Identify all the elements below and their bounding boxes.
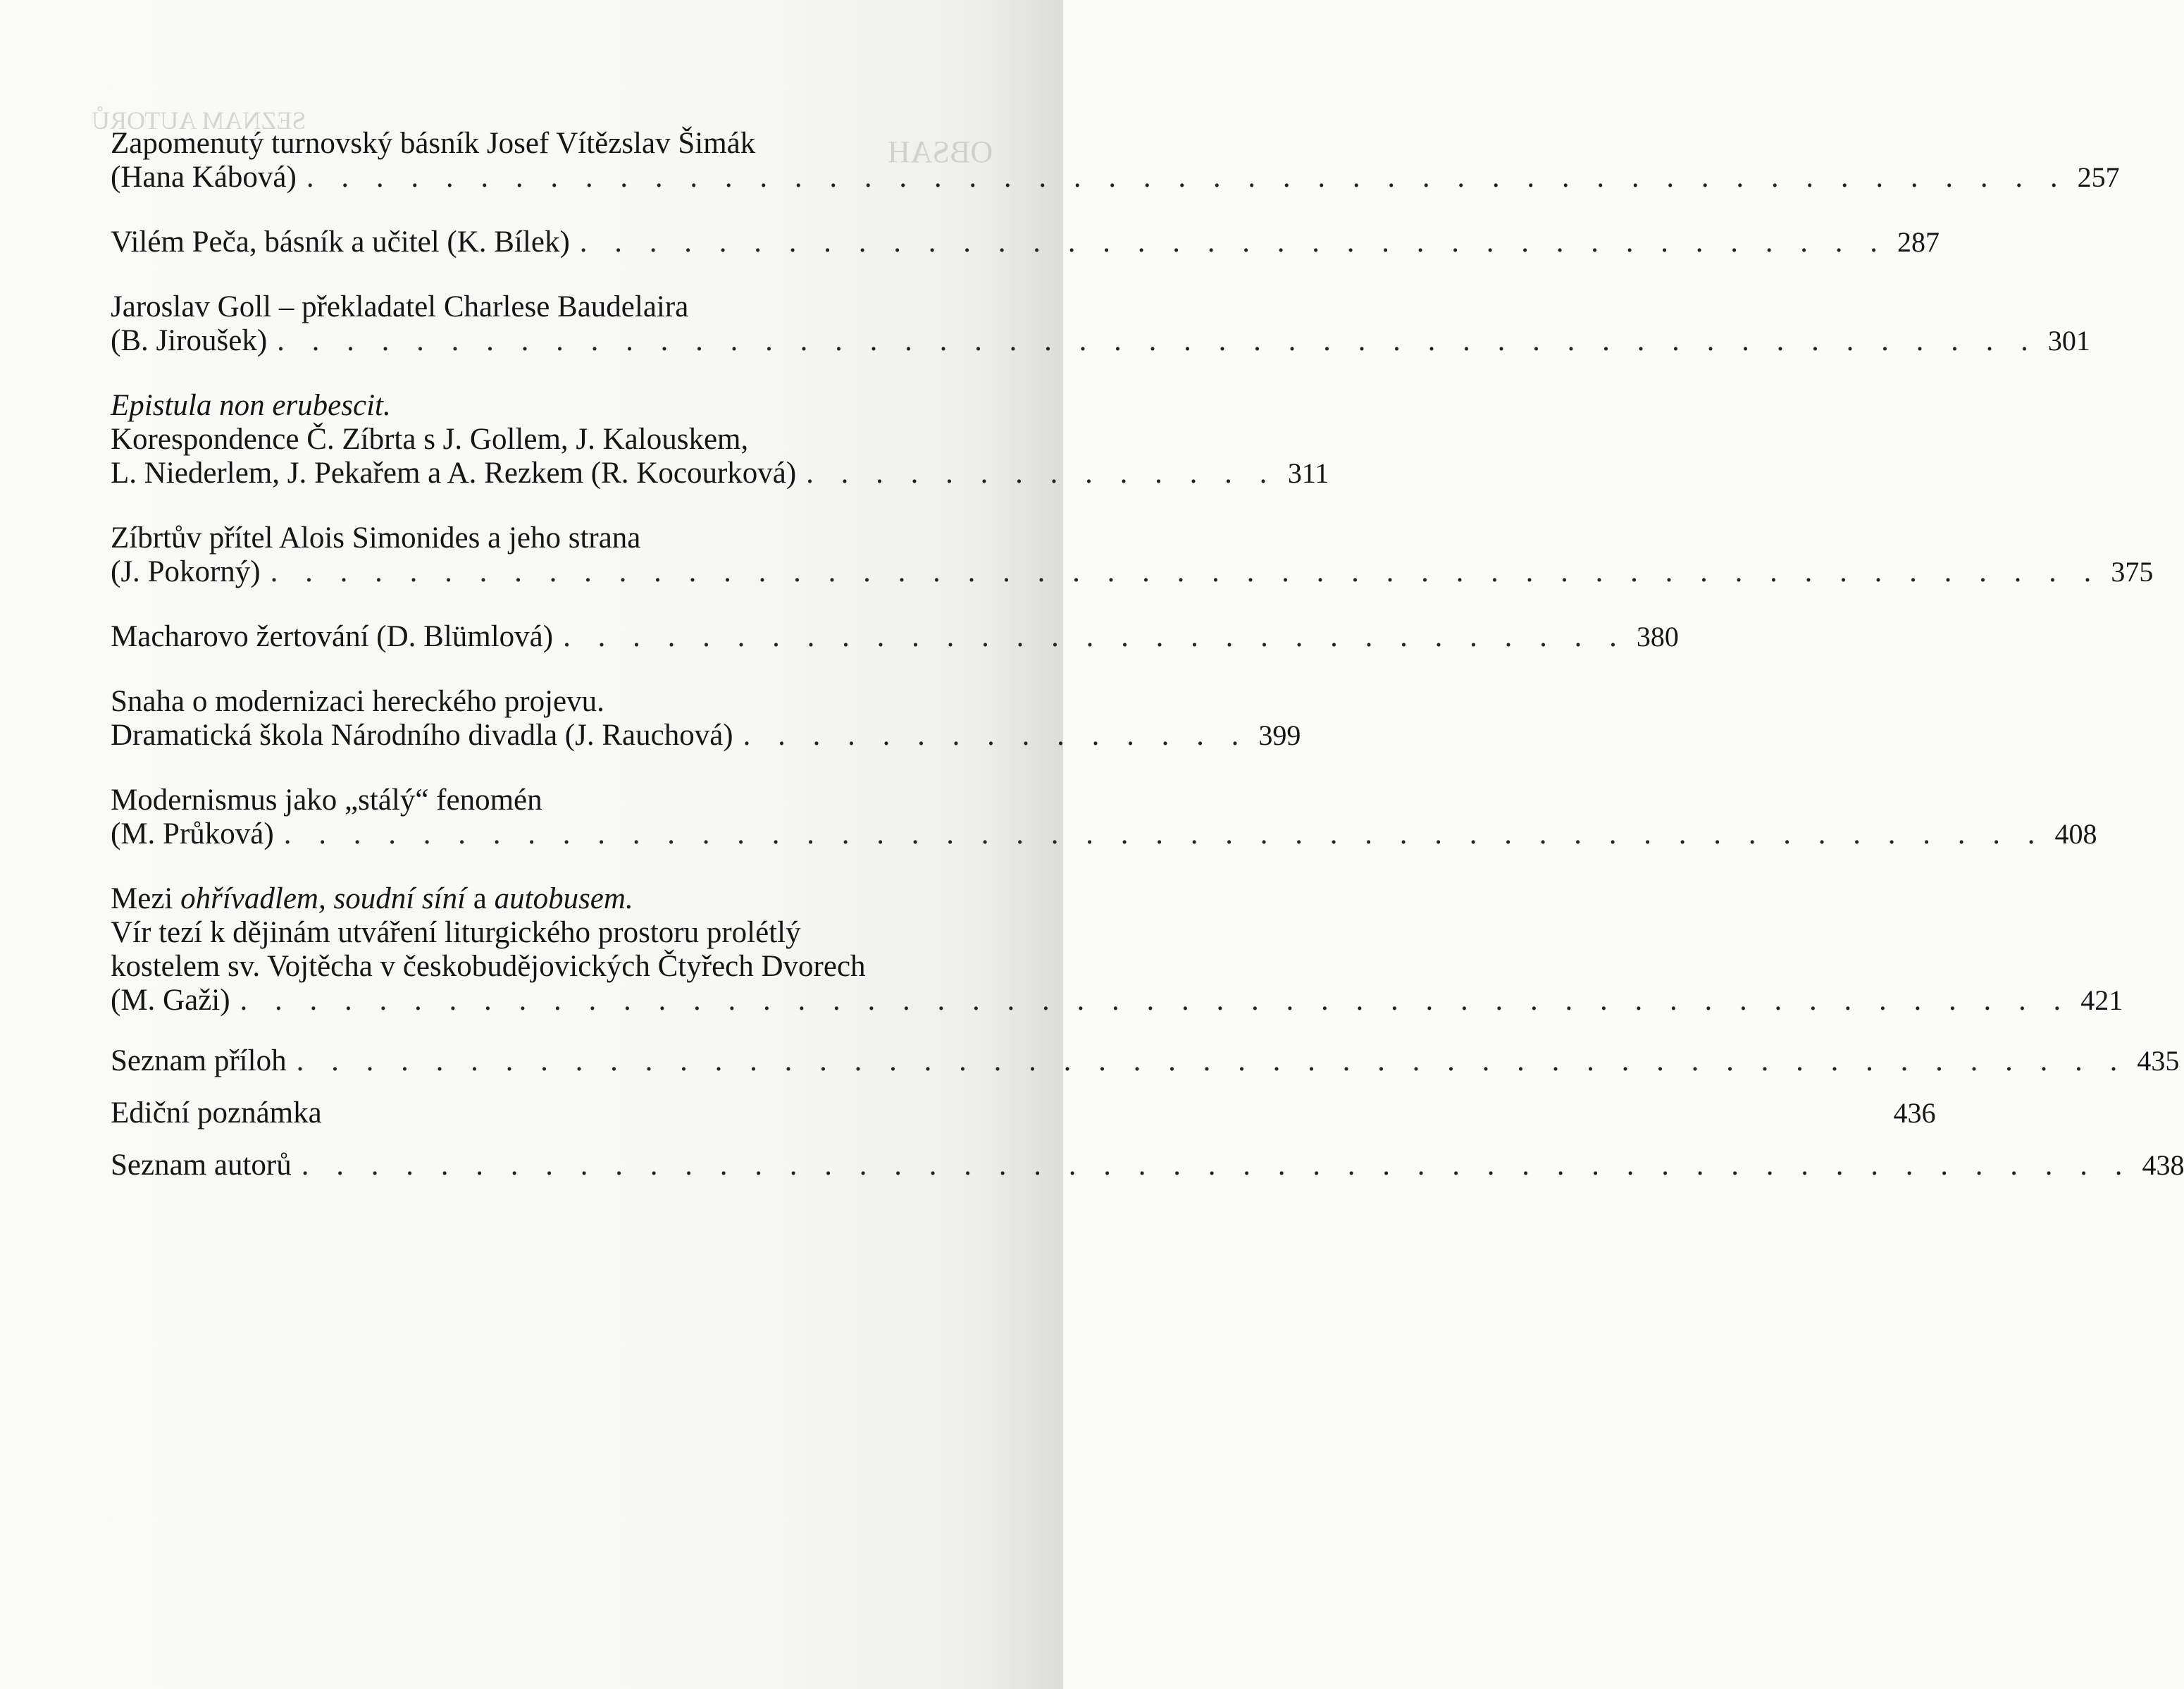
dot-leader: . . . . . . . . . . . . . . . . . . . . . . . . . . . . . . . . . . . . . . . . . . . . . . . . . . . . . <box>270 555 2102 588</box>
toc-page-number: 287 <box>1897 226 1940 258</box>
toc-page-number: 311 <box>1287 457 1329 489</box>
dot-leader: . . . . . . . . . . . . . . . . . . . . . . . . . . . . . . . . . . . . . . . . . . . . . . . . . . . <box>277 324 2038 357</box>
toc-page-number: 408 <box>2054 818 2097 850</box>
dot-leader: . . . . . . . . . . . . . . . . . . . . . . . . . . . . . . . . . . . . . . . . . . . . . . . . . . . . . <box>301 1149 2133 1182</box>
toc-title: Seznam příloh <box>111 1044 287 1077</box>
toc-page-number: 421 <box>2080 984 2123 1016</box>
dot-leader: . . . . . . . . . . . . . . . . . . . . . . . . . . . . . . . . . . . . . . . . . . . . . . . . . . . . . <box>240 984 2071 1017</box>
toc-title: Seznam autorů <box>111 1149 292 1182</box>
toc-title: (Hana Kábová) <box>111 161 297 194</box>
toc-line <box>111 882 1019 916</box>
toc-entry <box>111 1149 2184 1182</box>
toc-page-number: 375 <box>2111 556 2154 588</box>
toc-title: (B. Jiroušek) <box>111 324 268 357</box>
toc-line <box>111 984 2123 1017</box>
toc-line <box>111 719 1301 753</box>
toc-line <box>111 127 1019 161</box>
toc-entry <box>111 620 1679 654</box>
toc-title: L. Niederlem, J. Pekařem a A. Rezkem (R. Kocourková) <box>111 457 797 490</box>
toc-entry <box>111 389 1329 490</box>
toc-line <box>111 324 2090 358</box>
toc-title: Dramatická škola Národního divadla (J. Rauchová) <box>111 719 733 752</box>
dot-leader: . . . . . . . . . . . . . . . . . . . . . . . . . . . . . . . . . . . . . . . . . . . . . . . . . . . . . <box>296 1044 2128 1077</box>
dot-leader: . . . . . . . . . . . . . . <box>806 457 1277 490</box>
toc-page-number: 380 <box>1636 621 1679 652</box>
dot-leader: . . . . . . . . . . . . . . . <box>743 719 1249 752</box>
toc-line <box>111 389 1019 423</box>
toc-line <box>111 950 1019 984</box>
toc-entry <box>111 784 2097 851</box>
toc-line <box>111 521 1019 555</box>
toc-line <box>111 290 1019 324</box>
toc-title: Epistula non erubescit. <box>111 389 391 422</box>
toc-entry <box>111 1044 2180 1078</box>
toc-title: (J. Pokorný) <box>111 555 261 588</box>
toc-line <box>111 423 1019 457</box>
dot-leader: . . . . . . . . . . . . . . . . . . . . . . . . . . . . . . . <box>563 620 1627 653</box>
toc-line <box>111 1096 1936 1130</box>
toc-entry <box>111 1096 1936 1130</box>
toc-line <box>111 916 1019 950</box>
toc-title: Snaha o modernizaci hereckého projevu. <box>111 685 604 718</box>
toc-page-number: 436 <box>1893 1097 1936 1129</box>
toc-line <box>111 1149 2184 1182</box>
table-of-contents <box>111 127 2184 1182</box>
bleed-through: SEZNAM AUTORŮ <box>92 106 306 135</box>
toc-line <box>111 620 1679 654</box>
toc-page-number: 435 <box>2137 1045 2180 1077</box>
toc-title: Vír tezí k dějinám utváření liturgického prostoru prolétlý <box>111 916 801 949</box>
toc-entry <box>111 685 1301 753</box>
bleed-through: OBSAH <box>888 135 993 169</box>
toc-title: Zíbrtův přítel Alois Simonides a jeho strana <box>111 521 641 555</box>
toc-entry <box>111 521 2154 589</box>
dot-leader: . . . . . . . . . . . . . . . . . . . . . . . . . . . . . . . . . . . . . . . . . . . . . . . . . . . <box>283 817 2045 850</box>
toc-title: (M. Gaži) <box>111 984 230 1017</box>
toc-line <box>111 817 2097 851</box>
toc-title: Jaroslav Goll – překladatel Charlese Baudelaira <box>111 290 689 323</box>
toc-page-number: 301 <box>2047 325 2090 357</box>
toc-entry <box>111 127 2120 194</box>
toc-title-part-italic: ohřívadlem, soudní síní <box>180 882 466 915</box>
toc-line <box>111 784 1019 817</box>
toc-title: Korespondence Č. Zíbrta s J. Gollem, J. Kalouskem, <box>111 423 749 456</box>
toc-title-rich <box>111 882 633 916</box>
toc-title-part: Mezi <box>111 882 181 915</box>
toc-title: Macharovo žertování (D. Blümlová) <box>111 620 554 653</box>
toc-title: Modernismus jako „stálý“ fenomén <box>111 784 542 817</box>
toc-line <box>111 1044 2180 1078</box>
toc-page-number: 438 <box>2142 1149 2184 1181</box>
toc-line <box>111 161 2120 194</box>
toc-title-part: a <box>466 882 495 915</box>
toc-line <box>111 555 2154 589</box>
toc-page-number: 399 <box>1258 719 1301 751</box>
toc-entry <box>111 290 2090 358</box>
toc-title: Vilém Peča, básník a učitel (K. Bílek) <box>111 225 570 259</box>
dot-leader: . . . . . . . . . . . . . . . . . . . . . . . . . . . . . . . . . . . . . . . . . . . . . . . . . . . <box>306 161 2068 194</box>
toc-title: Ediční poznámka <box>111 1096 322 1130</box>
toc-title: kostelem sv. Vojtěcha v českobudějovických Čtyřech Dvorech <box>111 950 866 983</box>
toc-line <box>111 225 1940 259</box>
toc-title-part-italic: autobusem. <box>494 882 633 915</box>
toc-title: (M. Průková) <box>111 817 274 850</box>
toc-line <box>111 457 1329 490</box>
toc-entry <box>111 882 2123 1017</box>
dot-leader: . . . . . . . . . . . . . . . . . . . . . . . . . . . . . . . . . . . . . . <box>579 225 1888 259</box>
toc-page-number: 257 <box>2077 161 2120 193</box>
toc-entry <box>111 225 1940 259</box>
dot-leader <box>332 1096 1884 1130</box>
toc-title: Zapomenutý turnovský básník Josef Vítězslav Šimák <box>111 127 756 160</box>
toc-line <box>111 685 1019 719</box>
